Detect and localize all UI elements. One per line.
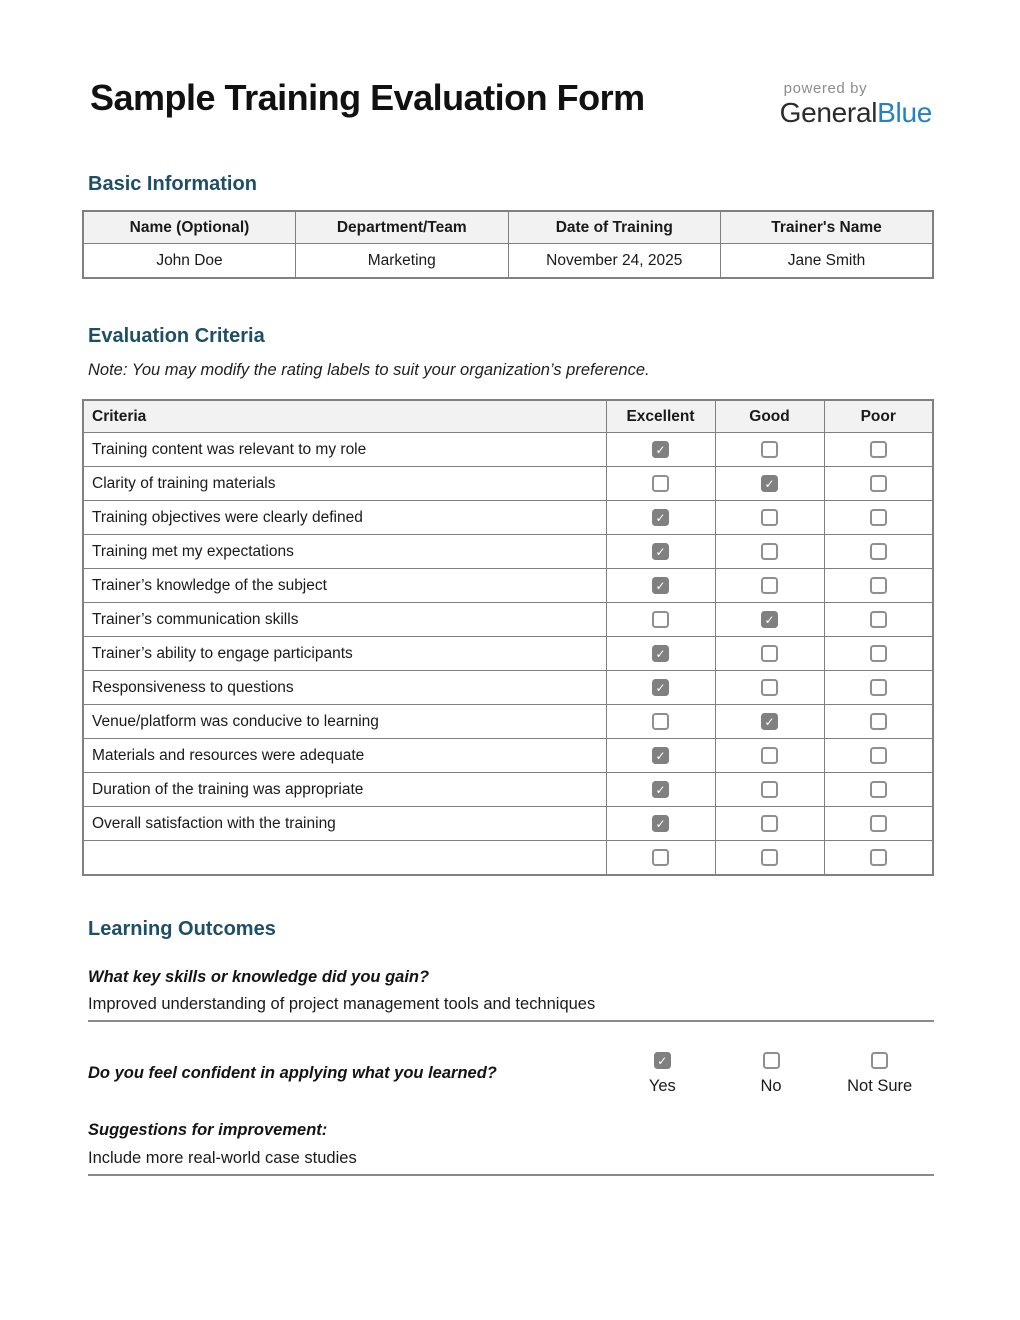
rating-cell-good xyxy=(715,841,824,875)
basic-info-col-name: Name (Optional) xyxy=(83,211,296,244)
rating-cell-poor xyxy=(824,773,933,807)
rating-cell-excellent xyxy=(606,433,715,467)
rating-cell-poor xyxy=(824,705,933,739)
training-date-field[interactable]: November 24, 2025 xyxy=(508,244,721,278)
rating-labels-note: Note: You may modify the rating labels to suit your organization’s preference. xyxy=(88,360,650,379)
checkbox-checked-icon[interactable]: ✓ xyxy=(652,645,669,662)
checkbox-unchecked-icon[interactable] xyxy=(870,849,887,866)
name-field[interactable]: John Doe xyxy=(83,244,296,278)
criteria-label: Trainer’s communication skills xyxy=(83,603,606,637)
checkbox-checked-icon[interactable]: ✓ xyxy=(652,747,669,764)
brand-blue: Blue xyxy=(877,97,932,128)
rating-cell-excellent xyxy=(606,535,715,569)
checkbox-unchecked-icon[interactable] xyxy=(871,1052,888,1069)
rating-cell-poor xyxy=(824,603,933,637)
rating-cell-good xyxy=(715,773,824,807)
basic-info-col-date: Date of Training xyxy=(508,211,721,244)
criteria-row xyxy=(83,501,933,535)
checkbox-unchecked-icon[interactable] xyxy=(763,1052,780,1069)
rating-cell-good xyxy=(715,637,824,671)
criteria-row xyxy=(83,841,933,875)
rating-cell-poor xyxy=(824,467,933,501)
rating-cell-poor xyxy=(824,671,933,705)
basic-info-value-row xyxy=(83,244,933,278)
evaluation-criteria-heading: Evaluation Criteria xyxy=(88,324,265,347)
criteria-label: Venue/platform was conducive to learning xyxy=(83,705,606,739)
suggestions-question: Suggestions for improvement: xyxy=(88,1120,328,1139)
rating-cell-excellent xyxy=(606,773,715,807)
confidence-option-label: Not Sure xyxy=(847,1076,913,1095)
general-blue-logo xyxy=(780,78,934,129)
rating-header-excellent: Excellent xyxy=(606,400,715,433)
checkbox-checked-icon[interactable]: ✓ xyxy=(761,713,778,730)
rating-header-poor: Poor xyxy=(824,400,933,433)
trainer-name-field[interactable]: Jane Smith xyxy=(721,244,934,278)
rating-cell-poor xyxy=(824,535,933,569)
checkbox-unchecked-icon[interactable] xyxy=(652,713,669,730)
suggestions-answer-field[interactable]: Include more real-world case studies xyxy=(88,1149,934,1176)
criteria-label: Materials and resources were adequate xyxy=(83,739,606,773)
rating-cell-excellent xyxy=(606,671,715,705)
powered-by-text: powered by xyxy=(783,80,868,97)
checkbox-checked-icon[interactable]: ✓ xyxy=(652,509,669,526)
rating-cell-excellent xyxy=(606,637,715,671)
checkbox-unchecked-icon[interactable] xyxy=(870,611,887,628)
rating-cell-good xyxy=(715,433,824,467)
checkbox-unchecked-icon[interactable] xyxy=(761,781,778,798)
criteria-row xyxy=(83,637,933,671)
checkbox-unchecked-icon[interactable] xyxy=(761,441,778,458)
criteria-label: Training objectives were clearly defined xyxy=(83,501,606,535)
criteria-column-header: Criteria xyxy=(83,400,606,433)
skills-answer-field[interactable]: Improved understanding of project management tools and techniques xyxy=(88,995,934,1022)
checkbox-unchecked-icon[interactable] xyxy=(761,679,778,696)
rating-cell-excellent xyxy=(606,467,715,501)
confidence-option-label: No xyxy=(760,1076,782,1095)
criteria-label: Training content was relevant to my role xyxy=(83,433,606,467)
skills-question: What key skills or knowledge did you gain? xyxy=(88,967,430,986)
criteria-table-body xyxy=(83,433,933,875)
criteria-label xyxy=(83,841,606,875)
criteria-label: Trainer’s ability to engage participants xyxy=(83,637,606,671)
criteria-row xyxy=(83,705,933,739)
rating-cell-excellent xyxy=(606,705,715,739)
rating-cell-good xyxy=(715,671,824,705)
checkbox-checked-icon[interactable]: ✓ xyxy=(652,441,669,458)
basic-information-heading: Basic Information xyxy=(88,172,257,195)
confidence-question: Do you feel confident in applying what you learned? xyxy=(88,1063,497,1082)
rating-cell-excellent xyxy=(606,739,715,773)
rating-cell-good xyxy=(715,501,824,535)
rating-cell-poor xyxy=(824,807,933,841)
checkbox-checked-icon[interactable]: ✓ xyxy=(652,781,669,798)
criteria-row xyxy=(83,807,933,841)
rating-cell-poor xyxy=(824,841,933,875)
document-header xyxy=(90,0,934,129)
rating-header-good: Good xyxy=(715,400,824,433)
checkbox-checked-icon[interactable]: ✓ xyxy=(761,611,778,628)
checkbox-checked-icon[interactable]: ✓ xyxy=(652,577,669,594)
confidence-question-row xyxy=(82,1052,934,1096)
basic-info-col-department: Department/Team xyxy=(296,211,509,244)
rating-cell-good xyxy=(715,467,824,501)
criteria-row xyxy=(83,739,933,773)
rating-cell-excellent xyxy=(606,603,715,637)
rating-cell-good xyxy=(715,603,824,637)
confidence-option-not-sure xyxy=(825,1052,934,1096)
checkbox-unchecked-icon[interactable] xyxy=(870,713,887,730)
checkbox-unchecked-icon[interactable] xyxy=(870,815,887,832)
checkbox-checked-icon[interactable]: ✓ xyxy=(761,475,778,492)
checkbox-checked-icon[interactable]: ✓ xyxy=(652,815,669,832)
confidence-option-yes xyxy=(608,1052,717,1096)
rating-cell-good xyxy=(715,739,824,773)
confidence-option-label: Yes xyxy=(648,1076,676,1095)
checkbox-unchecked-icon[interactable] xyxy=(870,543,887,560)
checkbox-unchecked-icon[interactable] xyxy=(870,679,887,696)
criteria-label: Responsiveness to questions xyxy=(83,671,606,705)
checkbox-unchecked-icon[interactable] xyxy=(761,815,778,832)
checkbox-unchecked-icon[interactable] xyxy=(761,509,778,526)
criteria-row xyxy=(83,535,933,569)
checkbox-checked-icon[interactable]: ✓ xyxy=(652,543,669,560)
checkbox-unchecked-icon[interactable] xyxy=(652,849,669,866)
basic-info-table xyxy=(82,210,934,279)
rating-cell-good xyxy=(715,807,824,841)
checkbox-unchecked-icon[interactable] xyxy=(870,509,887,526)
criteria-row xyxy=(83,467,933,501)
criteria-label: Trainer’s knowledge of the subject xyxy=(83,569,606,603)
checkbox-unchecked-icon[interactable] xyxy=(870,475,887,492)
checkbox-unchecked-icon[interactable] xyxy=(761,747,778,764)
checkbox-unchecked-icon[interactable] xyxy=(870,645,887,662)
checkbox-unchecked-icon[interactable] xyxy=(761,849,778,866)
rating-cell-excellent xyxy=(606,807,715,841)
confidence-option-no xyxy=(717,1052,826,1096)
rating-cell-poor xyxy=(824,433,933,467)
rating-cell-poor xyxy=(824,637,933,671)
rating-cell-excellent xyxy=(606,841,715,875)
checkbox-unchecked-icon[interactable] xyxy=(652,611,669,628)
checkbox-unchecked-icon[interactable] xyxy=(870,577,887,594)
checkbox-unchecked-icon[interactable] xyxy=(761,645,778,662)
criteria-row xyxy=(83,773,933,807)
criteria-label: Duration of the training was appropriate xyxy=(83,773,606,807)
checkbox-checked-icon[interactable]: ✓ xyxy=(652,679,669,696)
criteria-label: Overall satisfaction with the training xyxy=(83,807,606,841)
rating-cell-poor xyxy=(824,739,933,773)
rating-cell-poor xyxy=(824,501,933,535)
brand-general: General xyxy=(779,97,878,128)
criteria-label: Training met my expectations xyxy=(83,535,606,569)
checkbox-unchecked-icon[interactable] xyxy=(652,475,669,492)
page-title: Sample Training Evaluation Form xyxy=(90,77,645,118)
brand-name xyxy=(780,98,932,129)
rating-cell-excellent xyxy=(606,501,715,535)
learning-outcomes-heading: Learning Outcomes xyxy=(88,917,276,940)
criteria-label: Clarity of training materials xyxy=(83,467,606,501)
criteria-header-row xyxy=(83,400,933,433)
rating-cell-good xyxy=(715,569,824,603)
criteria-table xyxy=(82,399,934,876)
checkbox-unchecked-icon[interactable] xyxy=(761,543,778,560)
criteria-row xyxy=(83,671,933,705)
criteria-row xyxy=(83,603,933,637)
confidence-options xyxy=(608,1052,934,1096)
checkbox-unchecked-icon[interactable] xyxy=(870,441,887,458)
rating-cell-excellent xyxy=(606,569,715,603)
criteria-row xyxy=(83,433,933,467)
basic-info-col-trainer: Trainer's Name xyxy=(721,211,934,244)
rating-cell-good xyxy=(715,705,824,739)
rating-cell-good xyxy=(715,535,824,569)
criteria-row xyxy=(83,569,933,603)
checkbox-unchecked-icon[interactable] xyxy=(761,577,778,594)
checkbox-checked-icon[interactable]: ✓ xyxy=(654,1052,671,1069)
rating-cell-poor xyxy=(824,569,933,603)
checkbox-unchecked-icon[interactable] xyxy=(870,747,887,764)
checkbox-unchecked-icon[interactable] xyxy=(870,781,887,798)
department-field[interactable]: Marketing xyxy=(296,244,509,278)
basic-info-header-row xyxy=(83,211,933,244)
